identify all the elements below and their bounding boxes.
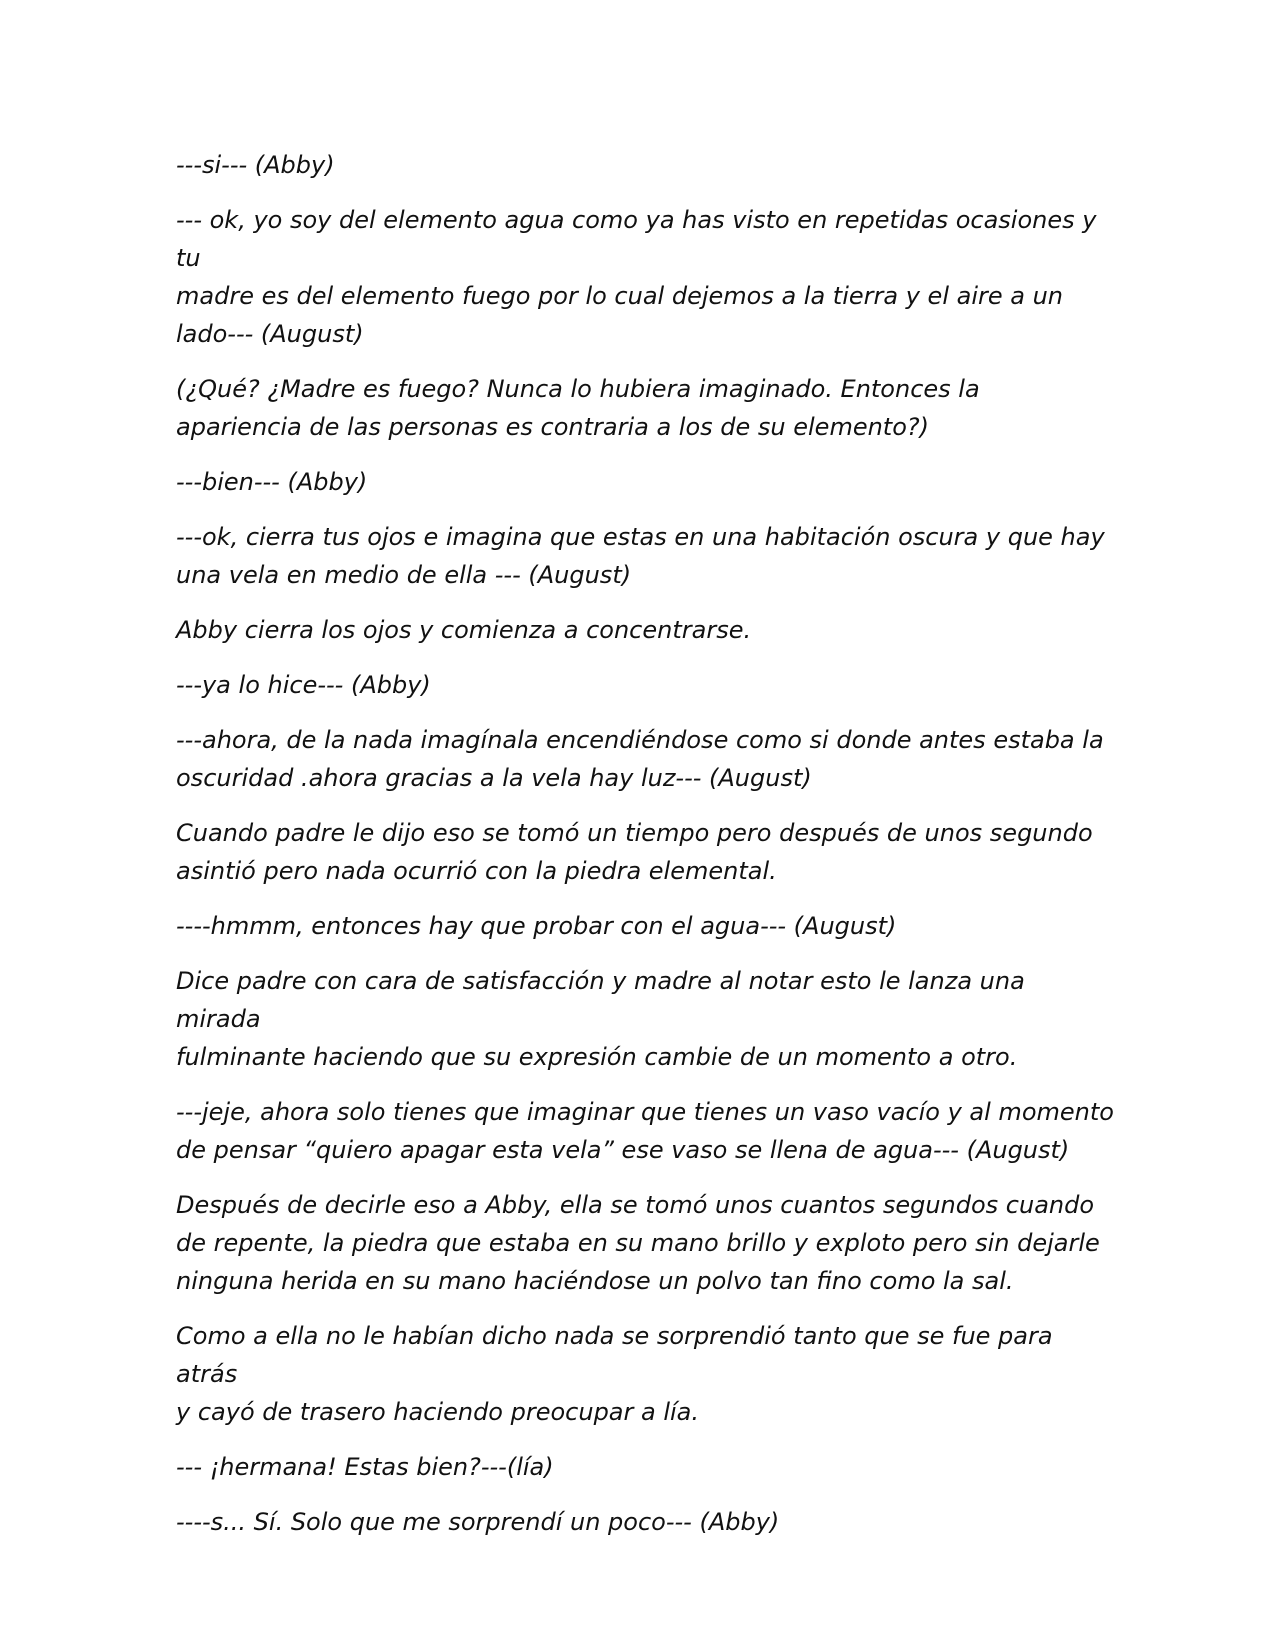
dialogue-line: ---ok, cierra tus ojos e imagina que estas en una habitación oscura y que hay una vela en medio de ella --- (August) <box>176 523 1105 589</box>
narration-paragraph: Dice padre con cara de satisfacción y madre al notar esto le lanza una mirada fulminante haciendo que su expresión cambie de un momento a otro. <box>176 967 1025 1071</box>
dialogue-line: ----s... Sí. Solo que me sorprendí un poco--- (Abby) <box>176 1508 780 1536</box>
narration-paragraph: Cuando padre le dijo eso se tomó un tiempo pero después de unos segundo asintió pero nada ocurrió con la piedra elemental. <box>176 819 1093 885</box>
narration-paragraph: Después de decirle eso a Abby, ella se tomó unos cuantos segundos cuando de repente, la piedra que estaba en su mano brillo y exploto pero sin dejarle ninguna herida en su mano haciéndose un polvo tan fino como la sal. <box>176 1191 1100 1295</box>
narration-paragraph: (¿Qué? ¿Madre es fuego? Nunca lo hubiera imaginado. Entonces la apariencia de las personas es contraria a los de su elemento?) <box>176 375 980 441</box>
dialogue-line: ---si--- (Abby) <box>176 151 335 179</box>
document-body <box>176 146 1116 1558</box>
dialogue-line: ---bien--- (Abby) <box>176 468 368 496</box>
narration-paragraph: Como a ella no le habían dicho nada se sorprendió tanto que se fue para atrás y cayó de trasero haciendo preocupar a lía. <box>176 1322 1053 1426</box>
narration-paragraph: Abby cierra los ojos y comienza a concentrarse. <box>176 616 752 644</box>
dialogue-line: ----hmmm, entonces hay que probar con el agua--- (August) <box>176 912 897 940</box>
dialogue-line: ---ya lo hice--- (Abby) <box>176 671 431 699</box>
dialogue-line: ---jeje, ahora solo tienes que imaginar que tienes un vaso vacío y al momento de pensar “quiero apagar esta vela” ese vaso se llena de agua--- (August) <box>176 1098 1114 1164</box>
dialogue-line: --- ok, yo soy del elemento agua como ya has visto en repetidas ocasiones y tu madre es del elemento fuego por lo cual dejemos a la tierra y el aire a un lado--- (August) <box>176 206 1097 348</box>
dialogue-line: --- ¡hermana! Estas bien?---(lía) <box>176 1453 554 1481</box>
dialogue-line: ---ahora, de la nada imagínala encendiéndose como si donde antes estaba la oscuridad .ahora gracias a la vela hay luz--- (August) <box>176 726 1104 792</box>
